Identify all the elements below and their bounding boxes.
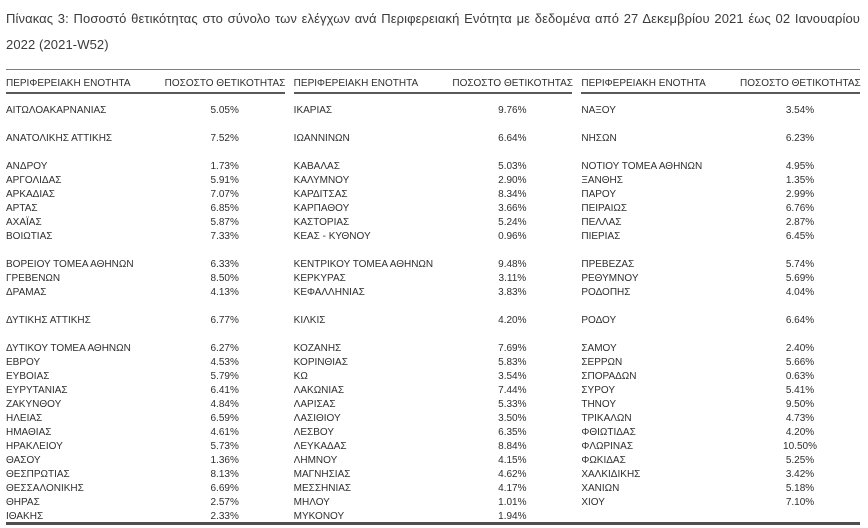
table-row (581, 258, 860, 272)
positivity-value: 8.84% (498, 441, 527, 452)
table-row (581, 286, 860, 300)
positivity-value: 2.99% (785, 189, 815, 200)
positivity-value: 4.84% (210, 399, 239, 410)
positivity-value: 9.76% (498, 105, 527, 116)
table-row (294, 104, 573, 118)
region-name: ΗΜΑΘΙΑΣ (6, 427, 52, 438)
positivity-value: 7.10% (785, 497, 815, 508)
region-name: ΦΛΩΡΙΝΑΣ (581, 441, 633, 452)
region-name: ΑΡΓΟΛΙΔΑΣ (6, 175, 62, 186)
positivity-value: 2.40% (785, 343, 815, 354)
region-name: ΛΑΡΙΣΑΣ (293, 399, 336, 410)
table-row (581, 174, 860, 188)
table-row (581, 454, 860, 468)
table-row (294, 258, 573, 272)
region-name: ΚΕΦΑΛΛΗΝΙΑΣ (293, 287, 365, 298)
positivity-value: 4.62% (498, 469, 527, 480)
positivity-value: 6.27% (210, 343, 239, 354)
table-row (581, 314, 860, 328)
region-name: ΕΥΡΥΤΑΝΙΑΣ (6, 385, 68, 396)
table-row (294, 272, 573, 286)
region-name: ΚΕΑΣ - ΚΥΘΝΟΥ (293, 231, 371, 242)
positivity-value: 5.83% (498, 357, 527, 368)
column-header-region: ΠΕΡΙΦΕΡΕΙΑΚΗ ΕΝΟΤΗΤΑ (293, 78, 419, 89)
region-name: ΖΑΚΥΝΘΟΥ (6, 399, 62, 410)
table-header-row (581, 70, 860, 94)
table-column-group (6, 70, 285, 524)
column-header-positivity: ΠΟΣΟΣΤΟ ΘΕΤΙΚΟΤΗΤΑΣ (740, 78, 861, 89)
region-name: ΒΟΡΕΙΟΥ ΤΟΜΕΑ ΑΘΗΝΩΝ (6, 259, 134, 270)
table-row (6, 482, 285, 496)
region-name: ΤΗΝΟΥ (581, 399, 617, 410)
region-name: ΗΡΑΚΛΕΙΟΥ (6, 441, 63, 452)
table-row (581, 216, 860, 230)
positivity-value: 1.73% (210, 161, 239, 172)
positivity-value: 1.94% (498, 511, 527, 522)
positivity-value: 6.77% (210, 315, 239, 326)
positivity-value: 4.13% (210, 287, 239, 298)
table-row (294, 440, 573, 454)
region-name: ΛΑΚΩΝΙΑΣ (293, 385, 345, 396)
table-row (581, 104, 860, 118)
table-row (6, 454, 285, 468)
table-row (6, 286, 285, 300)
positivity-value: 8.13% (210, 469, 239, 480)
region-name: ΛΗΜΝΟΥ (293, 455, 338, 466)
table-row-block (294, 160, 573, 244)
table-row (6, 384, 285, 398)
table-row (581, 440, 860, 454)
positivity-value: 6.85% (210, 203, 239, 214)
positivity-value: 4.20% (498, 315, 527, 326)
column-header-positivity: ΠΟΣΟΣΤΟ ΘΕΤΙΚΟΤΗΤΑΣ (452, 78, 573, 89)
positivity-value: 5.18% (785, 483, 815, 494)
region-name: ΛΕΣΒΟΥ (293, 427, 334, 438)
region-name: ΚΙΛΚΙΣ (293, 315, 326, 326)
positivity-value: 3.50% (498, 413, 527, 424)
table-row (6, 258, 285, 272)
region-name: ΛΑΣΙΘΙΟΥ (293, 413, 341, 424)
positivity-table (6, 69, 860, 525)
table-column-group (294, 70, 573, 524)
region-name: ΧΑΛΚΙΔΙΚΗΣ (581, 469, 641, 480)
region-name: ΜΕΣΣΗΝΙΑΣ (293, 483, 352, 494)
table-row (294, 132, 573, 146)
table-row (294, 412, 573, 426)
positivity-value: 8.34% (498, 189, 527, 200)
positivity-value: 3.66% (498, 203, 527, 214)
positivity-value: 1.35% (785, 175, 815, 186)
table-row (6, 356, 285, 370)
table-row (6, 202, 285, 216)
positivity-value: 6.23% (785, 133, 815, 144)
region-name: ΠΑΡΟΥ (581, 189, 617, 200)
positivity-value: 4.53% (210, 357, 239, 368)
table-row-block (6, 160, 285, 244)
positivity-value: 1.36% (210, 455, 239, 466)
table-row (581, 370, 860, 384)
table-row-block (581, 104, 860, 118)
table-row (294, 286, 573, 300)
positivity-value: 4.15% (498, 455, 527, 466)
column-header-region: ΠΕΡΙΦΕΡΕΙΑΚΗ ΕΝΟΤΗΤΑ (6, 78, 131, 89)
region-name: ΔΡΑΜΑΣ (6, 287, 47, 298)
table-row (6, 426, 285, 440)
table-row (294, 230, 573, 244)
table-row (581, 496, 860, 510)
table-row (6, 272, 285, 286)
positivity-value: 5.69% (785, 273, 815, 284)
column-header-region: ΠΕΡΙΦΕΡΕΙΑΚΗ ΕΝΟΤΗΤΑ (581, 78, 706, 89)
positivity-value: 6.69% (210, 483, 239, 494)
table-row (581, 188, 860, 202)
table-row-block (6, 314, 285, 328)
positivity-value: 5.03% (498, 161, 527, 172)
table-row (6, 370, 285, 384)
region-name: ΚΕΡΚΥΡΑΣ (293, 273, 346, 284)
region-name: ΒΟΙΩΤΙΑΣ (6, 231, 53, 242)
table-row (581, 272, 860, 286)
table-row (6, 510, 285, 524)
positivity-value: 6.76% (785, 203, 815, 214)
region-name: ΘΕΣΠΡΩΤΙΑΣ (6, 469, 70, 480)
table-row (581, 482, 860, 496)
region-name: ΚΑΡΔΙΤΣΑΣ (293, 189, 348, 200)
table-row (294, 496, 573, 510)
positivity-value: 2.57% (210, 497, 239, 508)
positivity-value: 4.17% (498, 483, 527, 494)
positivity-value: 6.35% (498, 427, 527, 438)
table-row (294, 398, 573, 412)
table-body (6, 94, 285, 524)
table-row (6, 160, 285, 174)
region-name: ΚΑΡΠΑΘΟΥ (293, 203, 350, 214)
table-row (6, 468, 285, 482)
region-name: ΓΡΕΒΕΝΩΝ (6, 273, 61, 284)
table-row-block (294, 132, 573, 146)
table-row (294, 202, 573, 216)
region-name: ΠΕΛΛΑΣ (581, 217, 622, 228)
table-header-row (294, 70, 573, 94)
region-name: ΣΑΜΟΥ (581, 343, 617, 354)
positivity-value: 5.66% (785, 357, 815, 368)
region-name: ΕΥΒΟΙΑΣ (6, 371, 50, 382)
table-row (294, 314, 573, 328)
region-name: ΘΗΡΑΣ (6, 497, 40, 508)
region-name: ΑΝΔΡΟΥ (6, 161, 48, 172)
region-name: ΔΥΤΙΚΗΣ ΑΤΤΙΚΗΣ (6, 315, 91, 326)
positivity-value: 3.54% (785, 105, 815, 116)
table-row (6, 174, 285, 188)
positivity-value: 6.45% (785, 231, 815, 242)
table-row (294, 510, 573, 524)
positivity-value: 5.41% (785, 385, 815, 396)
positivity-value: 8.50% (210, 273, 239, 284)
region-name: ΣΕΡΡΩΝ (581, 357, 623, 368)
positivity-value: 2.87% (785, 217, 815, 228)
table-row-block (294, 342, 573, 524)
positivity-value: 5.25% (785, 455, 815, 466)
region-name: ΚΟΖΑΝΗΣ (293, 343, 342, 354)
table-row (581, 356, 860, 370)
table-row (294, 160, 573, 174)
positivity-value: 0.96% (498, 231, 527, 242)
table-row-block (294, 258, 573, 300)
table-row (581, 468, 860, 482)
region-name: ΚΩ (293, 371, 308, 382)
positivity-value: 9.48% (498, 259, 527, 270)
region-name: ΑΧΑΪΑΣ (6, 217, 42, 228)
region-name: ΔΥΤΙΚΟΥ ΤΟΜΕΑ ΑΘΗΝΩΝ (6, 343, 131, 354)
table-row (6, 230, 285, 244)
table-column-groups (6, 70, 860, 524)
table-row (6, 216, 285, 230)
region-name: ΘΑΣΟΥ (6, 455, 41, 466)
positivity-value: 3.42% (785, 469, 815, 480)
region-name: ΑΝΑΤΟΛΙΚΗΣ ΑΤΤΙΚΗΣ (6, 133, 113, 144)
table-caption: Πίνακας 3: Ποσοστό θετικότητας στο σύνολο των ελέγχων ανά Περιφερειακή Ενότητα με δεδομένα από 27 Δεκεμβρίου 2021 έως 02 Ιανουαρίου 2022 (2021-W52) (6, 11, 860, 52)
region-name: ΚΑΒΑΛΑΣ (293, 161, 340, 172)
positivity-value: 6.59% (210, 413, 239, 424)
positivity-value: 6.64% (498, 133, 527, 144)
table-row (294, 426, 573, 440)
positivity-value: 7.44% (498, 385, 527, 396)
table-row-block (6, 342, 285, 524)
positivity-value: 5.33% (498, 399, 527, 410)
region-name: ΝΗΣΩΝ (581, 133, 617, 144)
positivity-value: 7.69% (498, 343, 527, 354)
table-body (581, 94, 860, 510)
positivity-value: 2.33% (210, 511, 239, 522)
table-row (581, 384, 860, 398)
region-name: ΣΥΡΟΥ (581, 385, 615, 396)
positivity-value: 5.79% (210, 371, 239, 382)
positivity-value: 9.50% (785, 399, 815, 410)
table-header-row (6, 70, 285, 94)
positivity-value: 3.11% (498, 273, 527, 284)
positivity-value: 5.05% (210, 105, 239, 116)
table-row (294, 370, 573, 384)
region-name: ΡΕΘΥΜΝΟΥ (581, 273, 639, 284)
table-row-block (581, 160, 860, 244)
table-row-block (581, 342, 860, 510)
table-row (581, 230, 860, 244)
positivity-value: 2.90% (498, 175, 527, 186)
table-row (581, 202, 860, 216)
region-name: ΝΑΞΟΥ (581, 105, 616, 116)
region-name: ΧΙΟΥ (581, 497, 605, 508)
positivity-value: 5.24% (498, 217, 527, 228)
table-row (294, 342, 573, 356)
region-name: ΚΟΡΙΝΘΙΑΣ (293, 357, 348, 368)
positivity-value: 7.52% (210, 133, 239, 144)
table-row-block (581, 314, 860, 328)
positivity-value: 6.33% (210, 259, 239, 270)
region-name: ΛΕΥΚΑΔΑΣ (293, 441, 347, 452)
positivity-value: 5.87% (210, 217, 239, 228)
region-name: ΑΡΤΑΣ (6, 203, 38, 214)
region-name: ΑΙΤΩΛΟΑΚΑΡΝΑΝΙΑΣ (6, 105, 107, 116)
table-row-block (6, 258, 285, 300)
table-row-block (294, 104, 573, 118)
table-row-block (581, 132, 860, 146)
table-row-block (6, 132, 285, 146)
region-name: ΠΡΕΒΕΖΑΣ (581, 259, 635, 270)
table-row (294, 188, 573, 202)
table-row (294, 482, 573, 496)
table-row (6, 412, 285, 426)
table-row (581, 342, 860, 356)
region-name: ΑΡΚΑΔΙΑΣ (6, 189, 55, 200)
table-row (294, 174, 573, 188)
region-name: ΜΥΚΟΝΟΥ (293, 511, 345, 522)
positivity-value: 0.63% (785, 371, 815, 382)
positivity-value: 4.20% (785, 427, 815, 438)
table-row (6, 104, 285, 118)
region-name: ΠΕΙΡΑΙΩΣ (581, 203, 628, 214)
region-name: ΚΑΛΥΜΝΟΥ (293, 175, 350, 186)
region-name: ΡΟΔΟΥ (581, 315, 617, 326)
table-row (6, 188, 285, 202)
table-row (6, 440, 285, 454)
region-name: ΙΚΑΡΙΑΣ (293, 105, 333, 116)
table-body (294, 94, 573, 524)
table-row (6, 496, 285, 510)
positivity-value: 4.04% (785, 287, 815, 298)
region-name: ΙΘΑΚΗΣ (6, 511, 44, 522)
table-row (581, 132, 860, 146)
positivity-value: 4.61% (210, 427, 239, 438)
region-name: ΕΒΡΟΥ (6, 357, 41, 368)
positivity-value: 4.95% (785, 161, 815, 172)
table-row (294, 468, 573, 482)
region-name: ΚΕΝΤΡΙΚΟΥ ΤΟΜΕΑ ΑΘΗΝΩΝ (293, 259, 434, 270)
table-row (294, 356, 573, 370)
table-row (294, 384, 573, 398)
column-header-positivity: ΠΟΣΟΣΤΟ ΘΕΤΙΚΟΤΗΤΑΣ (164, 78, 286, 89)
table-row (581, 426, 860, 440)
table-row (6, 314, 285, 328)
region-name: ΦΩΚΙΔΑΣ (581, 455, 626, 466)
region-name: ΚΑΣΤΟΡΙΑΣ (293, 217, 350, 228)
positivity-value: 5.91% (210, 175, 239, 186)
table-row (581, 398, 860, 412)
region-name: ΝΟΤΙΟΥ ΤΟΜΕΑ ΑΘΗΝΩΝ (581, 161, 703, 172)
region-name: ΡΟΔΟΠΗΣ (581, 287, 631, 298)
positivity-value: 1.01% (498, 497, 527, 508)
table-row (6, 342, 285, 356)
table-row (6, 132, 285, 146)
table-row-block (294, 314, 573, 328)
region-name: ΙΩΑΝΝΙΝΩΝ (293, 133, 350, 144)
positivity-value: 5.73% (210, 441, 239, 452)
positivity-value: 7.33% (210, 231, 239, 242)
table-row (294, 454, 573, 468)
positivity-value: 3.54% (498, 371, 527, 382)
table-row (581, 160, 860, 174)
region-name: ΜΗΛΟΥ (293, 497, 330, 508)
region-name: ΦΘΙΩΤΙΔΑΣ (581, 427, 636, 438)
region-name: ΤΡΙΚΑΛΩΝ (581, 413, 632, 424)
region-name: ΜΑΓΝΗΣΙΑΣ (293, 469, 351, 480)
table-row-block (6, 104, 285, 118)
positivity-value: 7.07% (210, 189, 239, 200)
region-name: ΞΑΝΘΗΣ (581, 175, 623, 186)
positivity-value: 4.73% (785, 413, 815, 424)
positivity-value: 3.83% (498, 287, 527, 298)
table-row (6, 398, 285, 412)
positivity-value: 6.64% (785, 315, 815, 326)
table-row-block (581, 258, 860, 300)
table-row (294, 216, 573, 230)
region-name: ΠΙΕΡΙΑΣ (581, 231, 621, 242)
table-column-group (581, 70, 860, 510)
region-name: ΘΕΣΣΑΛΟΝΙΚΗΣ (6, 483, 84, 494)
region-name: ΗΛΕΙΑΣ (6, 413, 43, 424)
positivity-value: 5.74% (785, 259, 815, 270)
positivity-value: 6.41% (210, 385, 239, 396)
table-row (581, 412, 860, 426)
region-name: ΣΠΟΡΑΔΩΝ (581, 371, 637, 382)
region-name: ΧΑΝΙΩΝ (581, 483, 620, 494)
positivity-value: 10.50% (783, 441, 817, 452)
